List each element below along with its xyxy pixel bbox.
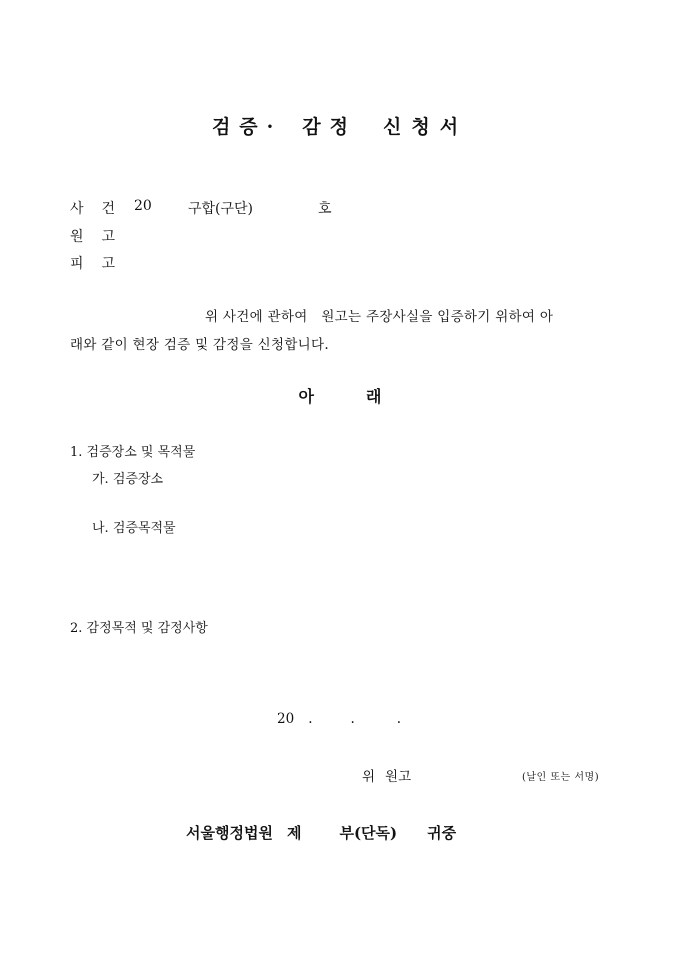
- court-je: 제: [286, 824, 302, 842]
- date-year: 20: [277, 711, 295, 727]
- seal-note: (날인 또는 서명): [522, 772, 600, 783]
- section-heading: [0, 384, 680, 407]
- case-year: 20: [134, 198, 152, 214]
- defendant-label: 피고: [70, 256, 134, 272]
- plaintiff-label: 원고: [70, 229, 134, 245]
- title-word-application: 신청서: [382, 116, 469, 138]
- title-word-inspection: 검증·: [211, 116, 283, 138]
- case-type: 구합(구단): [188, 201, 254, 217]
- item-1a: 가. 검증장소: [92, 472, 164, 487]
- heading-a: 아: [298, 387, 314, 406]
- item-1b: 나. 검증목적물: [92, 521, 176, 536]
- court-honorific: 귀중: [427, 824, 457, 842]
- court-division: 부(단독): [339, 824, 398, 842]
- date-line: [277, 711, 401, 727]
- heading-rae: 래: [366, 387, 382, 406]
- court-name: 서울행정법원: [186, 824, 273, 842]
- signature-role: 원고: [385, 769, 412, 785]
- item-2: 2. 감정목적 및 감정사항: [70, 621, 208, 636]
- signature-line: [362, 765, 411, 785]
- court-addressee: [186, 822, 456, 843]
- date-dot-3: .: [396, 711, 402, 727]
- signature-prefix: 위: [362, 769, 376, 785]
- body-line-1: 위 사건에 관하여 원고는 주장사실을 입증하기 위하여 아: [205, 309, 554, 325]
- date-dot-2: .: [350, 711, 355, 727]
- title-word-appraisal: 감정: [302, 116, 357, 138]
- document-title: [0, 112, 680, 139]
- case-number-suffix: 호: [318, 201, 332, 217]
- case-label: 사건: [70, 201, 134, 217]
- item-1: 1. 검증장소 및 목적물: [70, 445, 196, 460]
- body-line-2: 래와 같이 현장 검증 및 감정을 신청합니다.: [70, 337, 329, 353]
- date-dot-1: .: [308, 711, 313, 727]
